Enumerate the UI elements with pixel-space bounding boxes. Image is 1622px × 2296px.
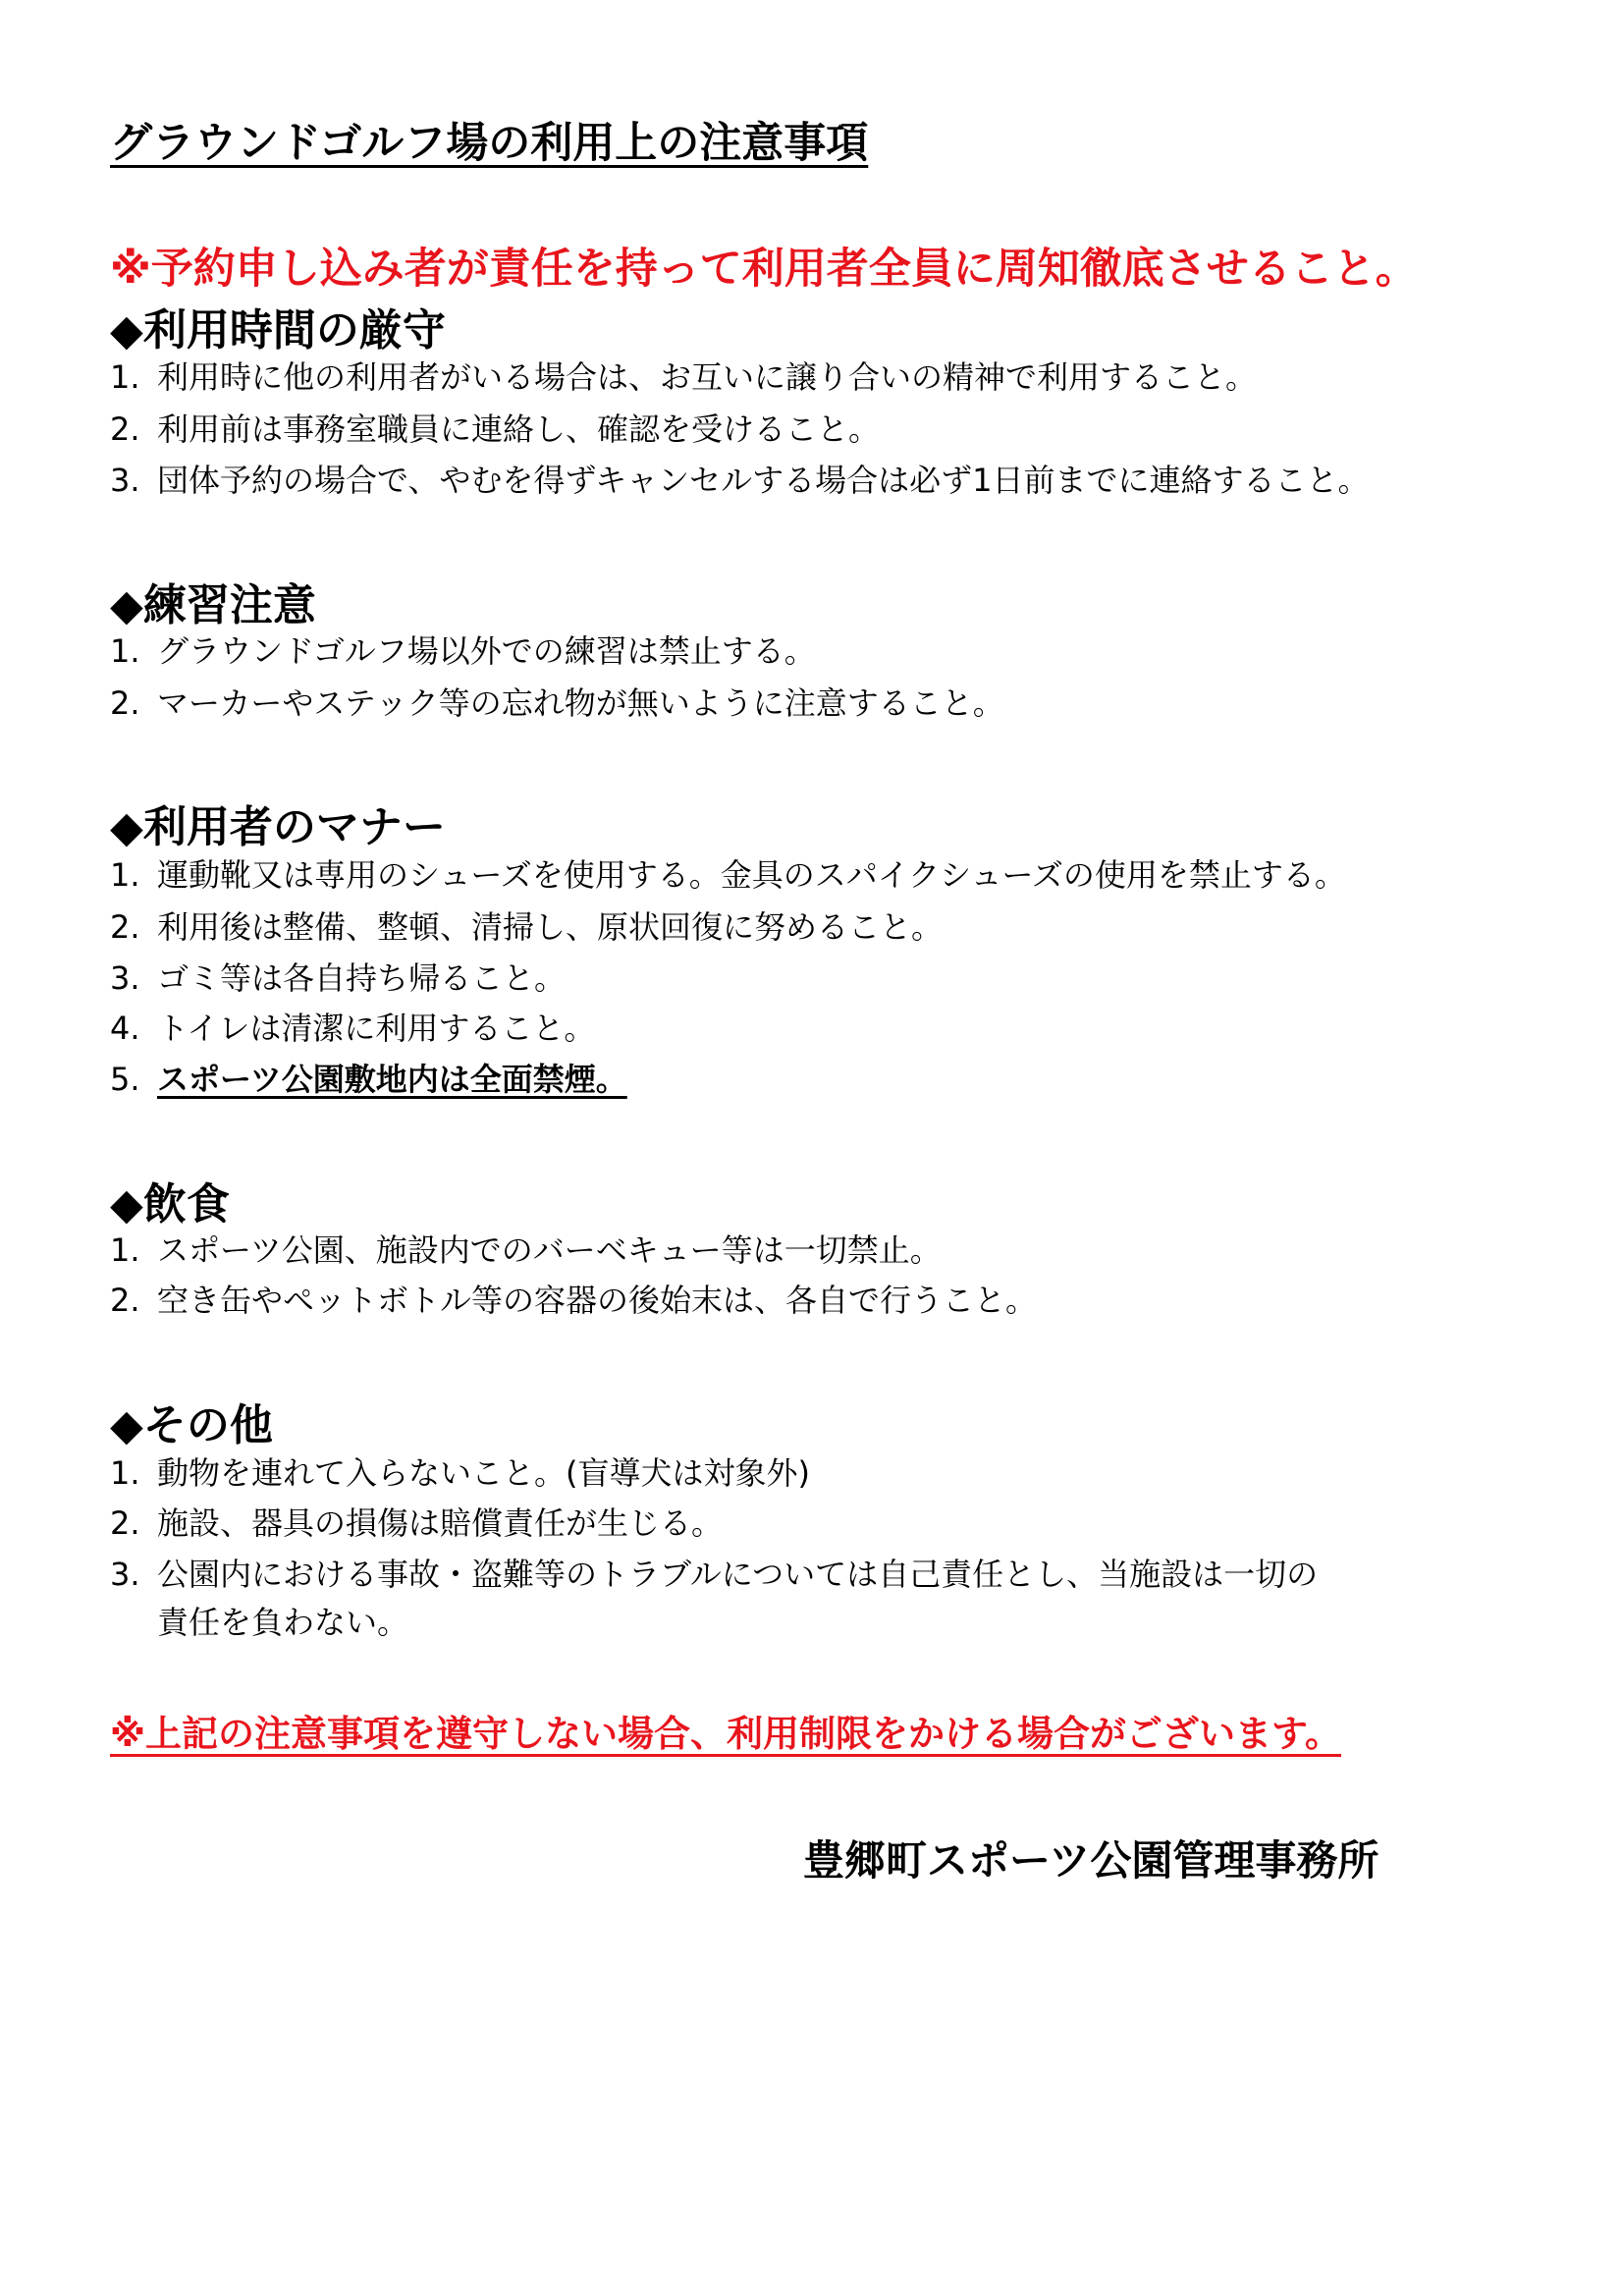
- item-number: 4.: [110, 1010, 140, 1047]
- section-heading-food-drink: ◆飲食: [110, 1179, 230, 1230]
- usage-restriction-notice: ※上記の注意事項を遵守しない場合、利用制限をかける場合がございます。: [110, 1713, 1342, 1755]
- item-number: 3.: [110, 462, 140, 499]
- item-text: スポーツ公園、施設内でのバーベキュー等は一切禁止。: [157, 1231, 942, 1269]
- section-heading-other: ◆その他: [110, 1400, 273, 1450]
- item-number: 3.: [110, 1556, 140, 1593]
- item-number: 2.: [110, 1282, 140, 1319]
- item-number: 1.: [110, 856, 140, 894]
- item-number: 1.: [110, 632, 140, 670]
- item-number: 2.: [110, 410, 140, 448]
- list-item: [110, 1231, 942, 1269]
- item-number: 2.: [110, 908, 140, 946]
- item-text: 公園内における事故・盗難等のトラブルについては自己責任とし、当施設は一切の: [157, 1556, 1319, 1593]
- item-text: 動物を連れて入らないこと。(盲導犬は対象外): [157, 1454, 810, 1492]
- list-item: [110, 358, 1258, 396]
- item-number: 1.: [110, 1231, 140, 1269]
- item-text: ゴミ等は各自持ち帰ること。: [157, 959, 567, 997]
- list-item: [110, 410, 881, 448]
- item-text: 施設、器具の損傷は賠償責任が生じる。: [157, 1504, 724, 1542]
- list-item: [110, 1504, 724, 1542]
- item-number: 5.: [110, 1061, 140, 1098]
- item-number: 3.: [110, 959, 140, 997]
- list-item: [110, 856, 1346, 894]
- item-continuation: 責任を負わない。: [157, 1604, 409, 1641]
- item-text: マーカーやステック等の忘れ物が無いように注意すること。: [157, 684, 1004, 722]
- list-item: [110, 1061, 627, 1098]
- list-item: [110, 684, 1004, 722]
- item-text: 利用前は事務室職員に連絡し、確認を受けること。: [157, 410, 881, 448]
- list-item: [110, 1282, 1038, 1319]
- item-text: 団体予約の場合で、やむを得ずキャンセルする場合は必ず1日前までに連絡すること。: [157, 462, 1370, 499]
- item-text: 運動靴又は専用のシューズを使用する。金具のスパイクシューズの使用を禁止する。: [157, 856, 1346, 894]
- office-signature: 豊郷町スポーツ公園管理事務所: [803, 1836, 1379, 1885]
- list-item: [110, 1010, 596, 1047]
- list-item: [110, 632, 816, 670]
- item-text: 利用後は整備、整頓、清掃し、原状回復に努めること。: [157, 908, 944, 946]
- list-item: [110, 959, 567, 997]
- list-item: [110, 1556, 1319, 1593]
- item-number: 1.: [110, 1454, 140, 1492]
- section-heading-practice: ◆練習注意: [110, 580, 316, 630]
- section-heading-manners: ◆利用者のマナー: [110, 802, 446, 852]
- list-item: [110, 908, 944, 946]
- item-text: グラウンドゴルフ場以外での練習は禁止する。: [157, 632, 816, 670]
- section-heading-usage-time: ◆利用時間の厳守: [110, 305, 446, 355]
- list-item: [110, 1454, 810, 1492]
- item-text: 空き缶やペットボトル等の容器の後始末は、各自で行うこと。: [157, 1282, 1038, 1319]
- item-text: 利用時に他の利用者がいる場合は、お互いに譲り合いの精神で利用すること。: [157, 358, 1258, 396]
- item-number: 2.: [110, 1504, 140, 1542]
- responsibility-notice: ※予約申し込み者が責任を持って利用者全員に周知徹底させること。: [110, 245, 1418, 294]
- item-number: 2.: [110, 684, 140, 722]
- document-title: グラウンドゴルフ場の利用上の注意事項: [110, 119, 869, 168]
- no-smoking-text: スポーツ公園敷地内は全面禁煙。: [157, 1061, 627, 1098]
- list-item: [110, 462, 1370, 499]
- item-text: トイレは清潔に利用すること。: [157, 1010, 596, 1047]
- item-number: 1.: [110, 358, 140, 396]
